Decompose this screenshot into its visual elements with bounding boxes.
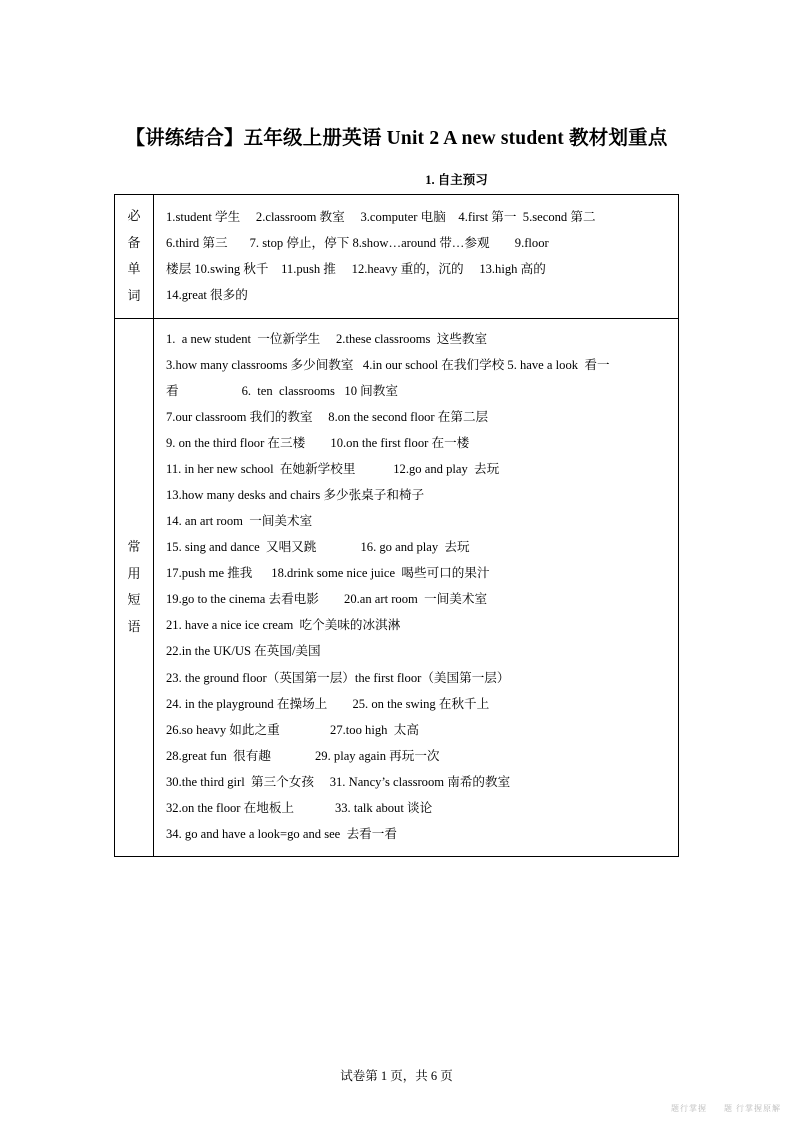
- row-label-char: 用: [127, 565, 141, 581]
- section-number: 1.: [425, 173, 435, 188]
- row-label-char: 常: [127, 539, 141, 555]
- row-label-char: 词: [127, 288, 141, 304]
- row-label-char: 短: [127, 592, 141, 608]
- row-label-char: 语: [127, 618, 141, 634]
- word-line: 楼层 10.swing 秋千 11.push 推 12.heavy 重的，沉的 13.high 高的: [166, 262, 546, 277]
- phrase-line: 9. on the third floor 在三楼 10.on the first floor 在一楼: [166, 435, 470, 450]
- watermark-right: 题 行掌握原解: [724, 1104, 781, 1113]
- word-line: 1.student 学生 2.classroom 教室 3.computer 电脑 4.first 第一 5.second 第二: [166, 210, 596, 225]
- row-content-phrases: [154, 318, 679, 856]
- row-content-words: [154, 195, 679, 319]
- section-heading: [0, 170, 793, 188]
- phrase-line: 3.how many classrooms 多少间教室 4.in our school 在我们学校 5. have a look 看一: [166, 357, 610, 372]
- phrase-line: 32.on the floor 在地板上 33. talk about 谈论: [166, 800, 433, 815]
- phrase-line: 7.our classroom 我们的教室 8.on the second floor 在第二层: [166, 409, 489, 424]
- phrase-line: 30.the third girl 第三个女孩 31. Nancy’s classroom 南希的教室: [166, 774, 511, 789]
- row-label-words: [115, 195, 154, 319]
- phrase-line: 11. in her new school 在她新学校里 12.go and play 去玩: [166, 462, 500, 476]
- section-title: 自主预习: [437, 173, 488, 188]
- word-line: 6.third 第三 7. stop 停止，停下 8.show…around 带…参观 9.floor: [166, 236, 549, 251]
- phrase-line: 19.go to the cinema 去看电影 20.an art room 一间美术室: [166, 592, 488, 607]
- row-label-char: 备: [127, 234, 141, 250]
- phrase-line: 28.great fun 很有趣 29. play again 再玩一次: [166, 748, 440, 763]
- phrase-line: 23. the ground floor（英国第一层）the first floor（美国第一层）: [166, 670, 510, 685]
- phrase-line: 15. sing and dance 又唱又跳 16. go and play 去玩: [166, 540, 470, 555]
- row-label-phrases: [115, 318, 154, 856]
- phrase-line: 14. an art room 一间美术室: [166, 514, 313, 529]
- phrase-line: 21. have a nice ice cream 吃个美味的冰淇淋: [166, 618, 401, 633]
- content-table: [114, 194, 679, 857]
- word-line: 14.great 很多的: [166, 288, 248, 303]
- watermark: [657, 1103, 781, 1114]
- row-label-char: 必: [127, 208, 141, 224]
- page-footer: 试卷第 1 页，共 6 页: [340, 1069, 453, 1083]
- table-row-phrases: [115, 318, 679, 856]
- page-title: 【讲练结合】五年级上册英语 Unit 2 A new student 教材划重点: [125, 128, 668, 149]
- phrase-line: 34. go and have a look=go and see 去看一看: [166, 826, 397, 841]
- phrase-line: 13.how many desks and chairs 多少张桌子和椅子: [166, 488, 425, 503]
- phrase-line: 看 6. ten classrooms 10 间教室: [166, 383, 398, 398]
- table-row-words: [115, 195, 679, 319]
- phrase-line: 22.in the UK/US 在英国/美国: [166, 644, 321, 659]
- phrase-line: 26.so heavy 如此之重 27.too high 太高: [166, 722, 419, 737]
- phrase-line: 17.push me 推我 18.drink some nice juice 喝些可口的果汁: [166, 566, 490, 581]
- phrase-line: 24. in the playground 在操场上 25. on the swing 在秋千上: [166, 696, 490, 711]
- phrase-line: 1. a new student 一位新学生 2.these classrooms 这些教室: [166, 331, 488, 346]
- row-label-char: 单: [127, 261, 141, 277]
- watermark-left: 题行掌握: [671, 1104, 707, 1113]
